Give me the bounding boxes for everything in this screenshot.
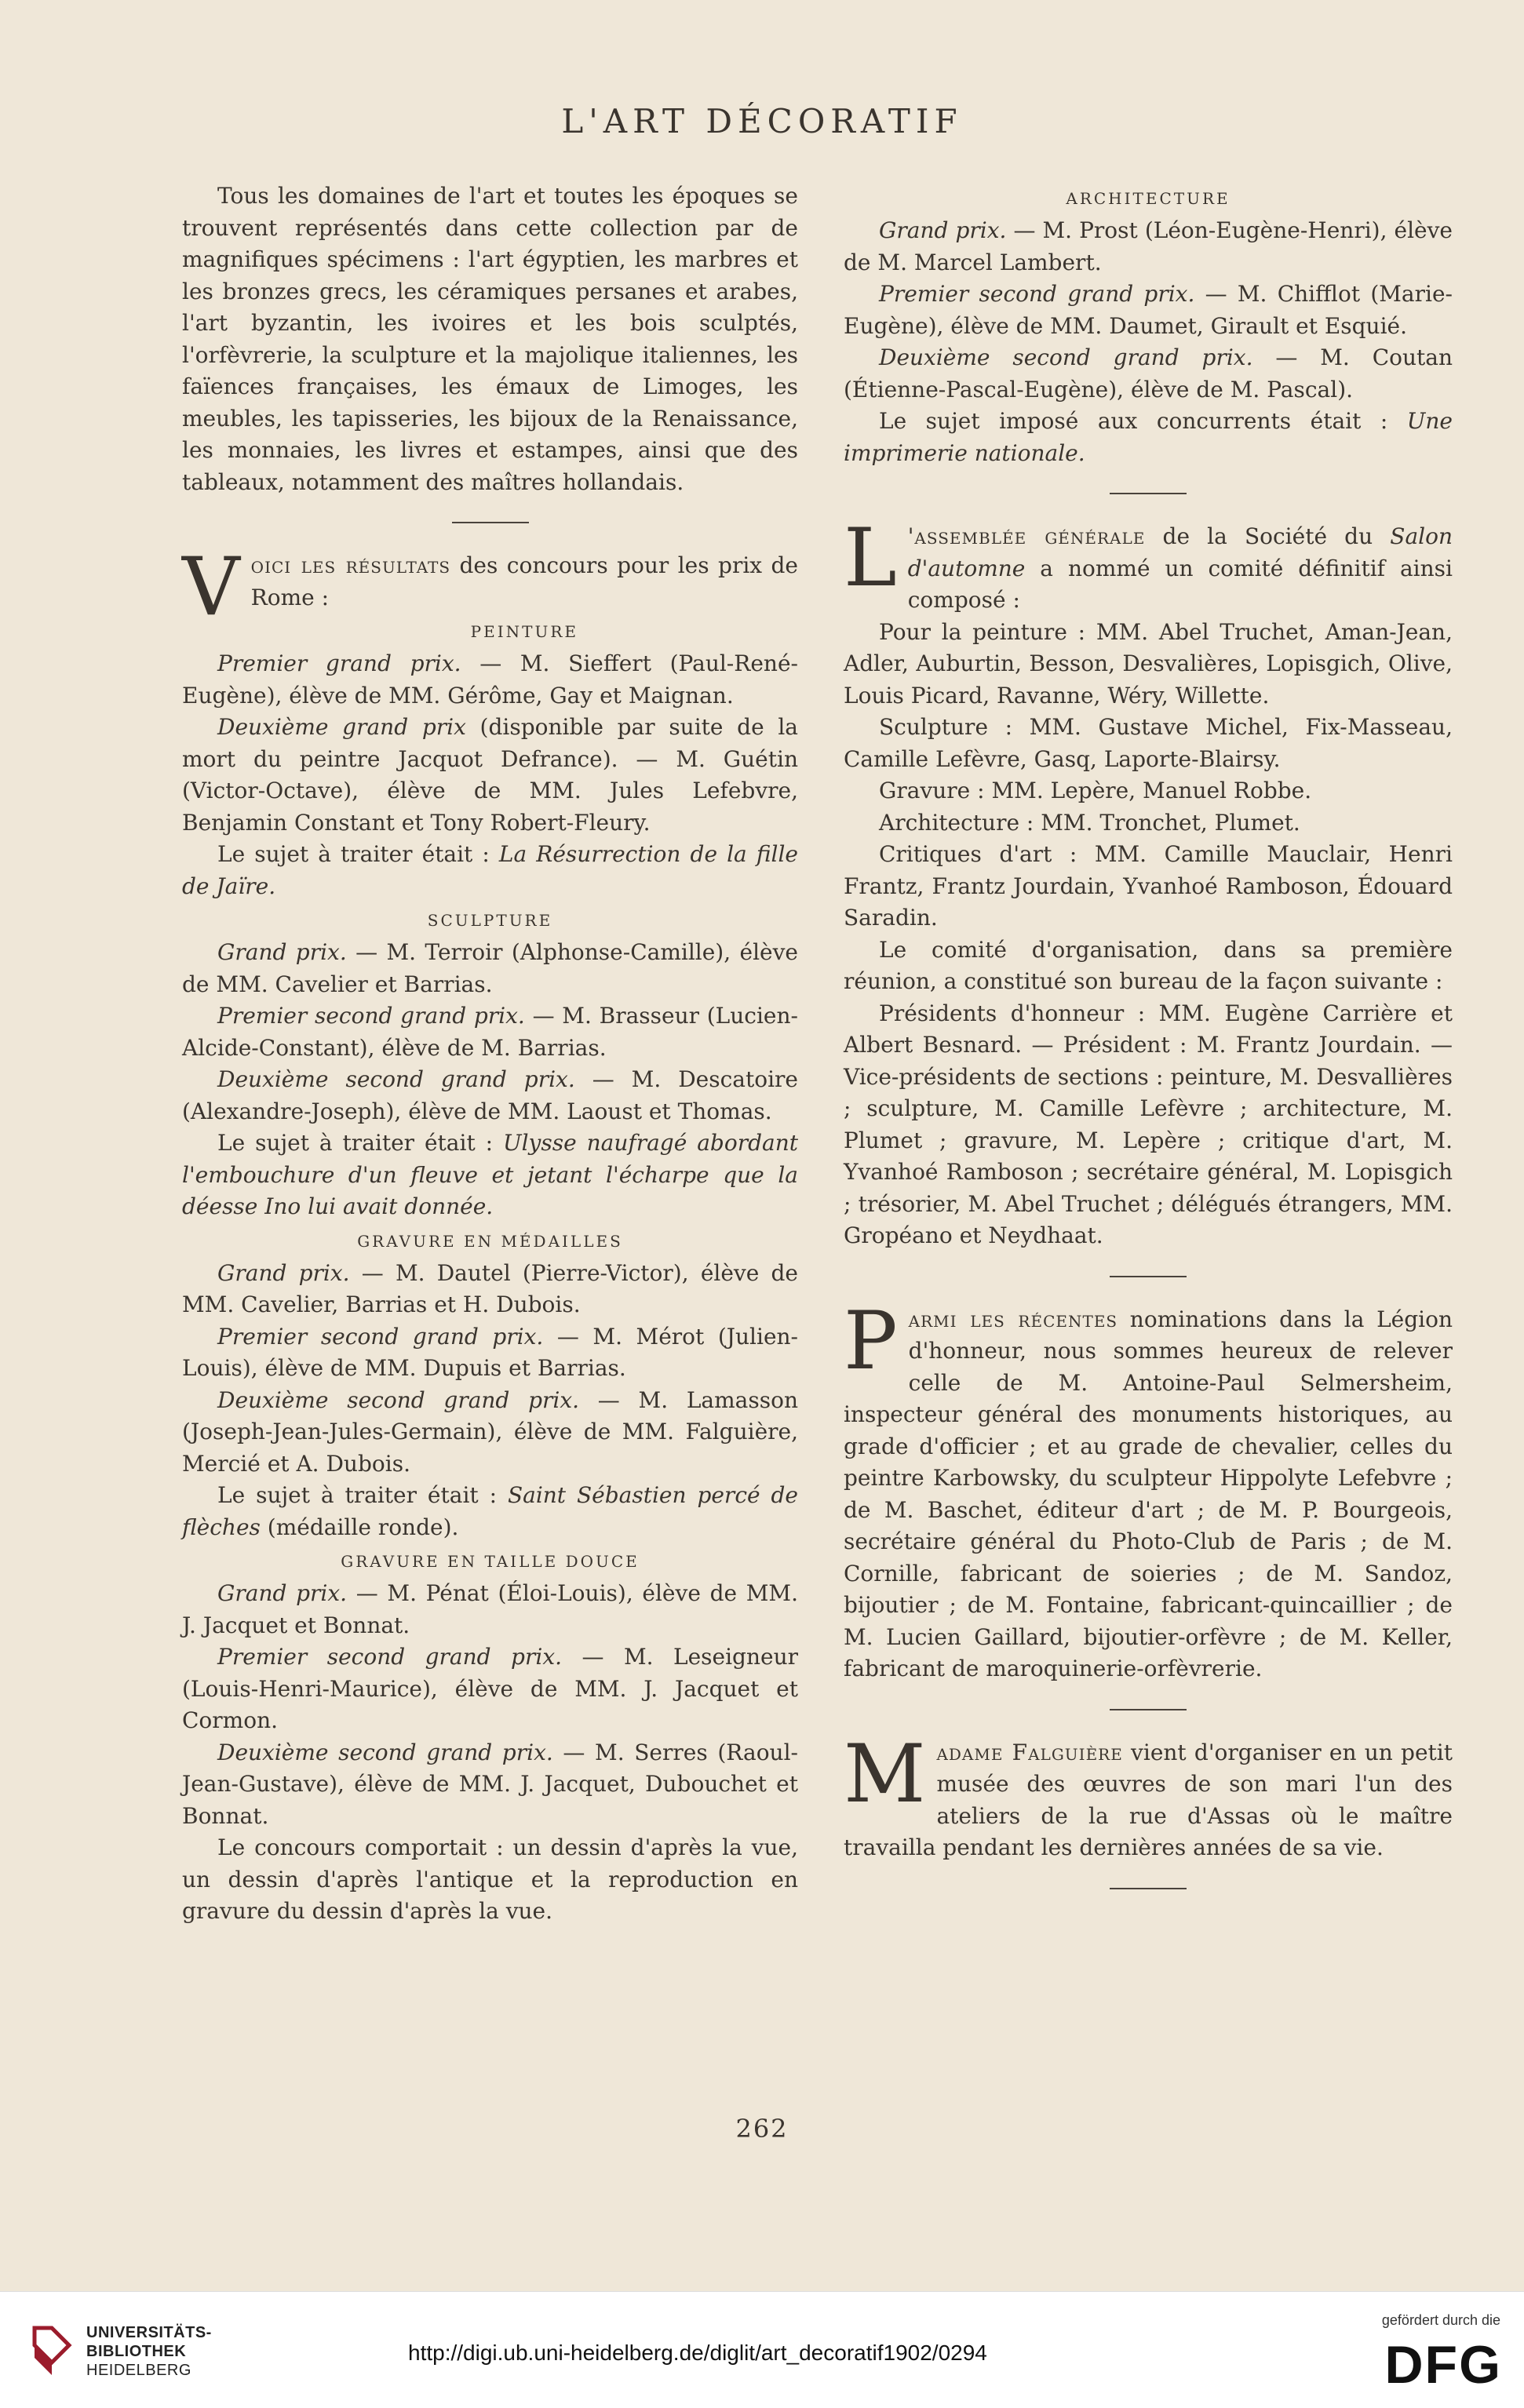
source-url-link[interactable]: http://digi.ub.uni-heidelberg.de/diglit/art_decoratif1902/0294 — [408, 2341, 987, 2365]
committee-critiques: Critiques d'art : MM. Camille Mauclair, Henri Frantz, Frantz Jourdain, Yvanhoé Ramboson, Édouard Saradin. — [844, 841, 1453, 931]
section-heading-gravure-medailles: GRAVURE EN MÉDAILLES — [357, 1231, 623, 1251]
intro-paragraph: Tous les domaines de l'art et toutes les époques se trouvent représentés dans cette collection par de magnifiques spécimens : l'art égyptien, les marbres et les bronzes grecs, les céramiques persanes et arabes, l'art byzantin, les ivoires et les bois sculptés, l'orfèvrerie, la sculpture et la majolique italiennes, les faïences françaises, les émaux de Limoges, les meubles, les tapisseries, les bijoux de la Renaissance, les monnaies, les livres et estampes, ainsi que des tableaux, notamment des maîtres hollandais. — [182, 183, 798, 495]
left-column — [182, 180, 798, 1928]
award-paragraph: Grand prix. — M. Pénat (Éloi-Louis), élève de MM. J. Jacquet et Bonnat. — [182, 1580, 798, 1638]
dfg-logo: DFG — [1384, 2335, 1502, 2395]
drop-cap: V — [182, 541, 240, 634]
subject-paragraph: Le sujet à traiter était : Saint Sébastien percé de flèches (médaille ronde). — [182, 1482, 798, 1540]
subject-paragraph: Le sujet à traiter était : La Résurrection de la fille de Jaïre. — [182, 841, 798, 899]
award-paragraph: Grand prix. — M. Prost (Léon-Eugène-Henri), élève de M. Marcel Lambert. — [844, 217, 1453, 275]
falguiere-paragraph: Madame Falguière vient d'organiser en un petit musée des œuvres de son mari l'un des ateliers de la rue d'Assas où le maître travailla pendant les dernières années de sa vie. — [844, 1727, 1453, 1860]
committee-presidents: Présidents d'honneur : MM. Eugène Carrière et Albert Besnard. — Président : M. Frantz Jourdain. — Vice-présidents de sections : peinture, M. Desvallières ; sculpture, M. Camille Lefèvre ; architecture, M. Plumet ; gravure, M. Lepère ; critique d'art, M. Yvanhoé Ramboson ; secrétaire général, M. Lopisgich ; trésorier, M. Abel Truchet ; délégués étrangers, MM. Gropéano et Neydhaat. — [844, 1000, 1453, 1248]
prix-de-rome-intro: Voici les résultats des concours pour les prix de Rome : — [182, 541, 798, 634]
section-divider — [1110, 493, 1187, 494]
page-number: 262 — [735, 2114, 789, 2144]
committee-sculpture: Sculpture : MM. Gustave Michel, Fix-Masseau, Camille Lefèvre, Gasq, Laporte-Blairsy. — [844, 714, 1453, 772]
committee-gravure: Gravure : MM. Lepère, Manuel Robbe. — [879, 778, 1312, 803]
award-paragraph: Premier second grand prix. — M. Brasseur (Lucien-Alcide-Constant), élève de M. Barrias. — [182, 1003, 798, 1061]
award-paragraph: Premier grand prix. — M. Sieffert (Paul-René-Eugène), élève de MM. Gérôme, Gay et Maignan. — [182, 650, 798, 709]
university-library-logo-icon — [28, 2323, 75, 2378]
award-paragraph: Grand prix. — M. Dautel (Pierre-Victor), élève de MM. Cavelier, Barrias et H. Dubois. — [182, 1259, 798, 1317]
section-heading-peinture: PEINTURE — [470, 622, 578, 641]
section-divider — [1110, 1276, 1187, 1277]
digitization-footer — [0, 2291, 1524, 2408]
award-paragraph: Deuxième second grand prix. — M. Lamasson (Joseph-Jean-Jules-Germain), élève de MM. Falguière, Mercié et A. Dubois. — [182, 1386, 799, 1477]
assemblee-paragraph: L 'assemblée générale de la Société du Salon d'automne a nommé un comité définitif ainsi composé : — [844, 512, 1453, 613]
award-paragraph: Deuxième second grand prix. — M. Descatoire (Alexandre-Joseph), élève de MM. Laoust et Thomas. — [182, 1066, 799, 1124]
committee-peinture: Pour la peinture : MM. Abel Truchet, Aman-Jean, Adler, Auburtin, Besson, Desvalières, Lopisgich, Olive, Louis Picard, Ravanne, Wéry, Willette. — [844, 618, 1453, 709]
drop-cap: M — [844, 1727, 926, 1821]
section-heading-architecture: ARCHITECTURE — [1066, 189, 1231, 208]
nominations-paragraph: Parmi les récentes nominations dans la Légion d'honneur, nous sommes heureux de relever celle de M. Antoine-Paul Selmersheim, inspecteur général des monuments historiques, au grade d'officier ; et au grade de chevalier, celles du peintre Karbowsky, du sculpteur Hippolyte Lefebvre ; de M. Baschet, éditeur d'art ; de M. P. Bourgeois, secrétaire général du Photo-Club de Paris ; de M. Cornille, fabricant de soieries ; de M. Sandoz, bijoutier ; de M. Fontaine, fabricant-quincaillier ; de M. Lucien Gaillard, bijoutier-orfèvre ; de M. Keller, fabricant de maroquinerie-orfèvrerie. — [844, 1294, 1453, 1681]
award-paragraph: Premier second grand prix. — M. Chifflot (Marie-Eugène), élève de MM. Daumet, Girault et Esquié. — [844, 281, 1453, 339]
funded-by-label: gefördert durch die — [1381, 2312, 1500, 2328]
subject-paragraph: Le sujet à traiter était : Ulysse naufragé abordant l'embouchure d'un fleuve et jetant l'écharpe que la déesse Ino lui avait donnée. — [182, 1130, 798, 1219]
subject-paragraph: Le sujet imposé aux concurrents était : Une imprimerie nationale. — [844, 408, 1453, 466]
closing-paragraph: Le concours comportait : un dessin d'après la vue, un dessin d'après l'antique et la reproduction en gravure du dessin d'après la vue. — [182, 1834, 798, 1924]
section-heading-sculpture: SCULPTURE — [427, 911, 553, 930]
award-paragraph: Premier second grand prix. — M. Leseigneur (Louis-Henri-Maurice), élève de MM. J. Jacquet et Cormon. — [182, 1644, 798, 1733]
running-header: L'ART DÉCORATIF — [561, 102, 963, 140]
section-divider — [452, 522, 529, 523]
award-paragraph: Grand prix. — M. Terroir (Alphonse-Camille), élève de MM. Cavelier et Barrias. — [182, 939, 798, 997]
drop-cap: P — [844, 1294, 898, 1388]
committee-architecture: Architecture : MM. Tronchet, Plumet. — [879, 809, 1300, 836]
award-paragraph: Deuxième grand prix (disponible par suite de la mort du peintre Jacquot Defrance). — M. Guétin (Victor-Octave), élève de MM. Jules Lefebvre, Benjamin Constant et Tony Robert-Fleury. — [182, 714, 798, 836]
award-paragraph: Premier second grand prix. — M. Mérot (Julien-Louis), élève de MM. Dupuis et Barrias. — [182, 1323, 799, 1381]
university-library-name: UNIVERSITÄTS- BIBLIOTHEK HEIDELBERG — [86, 2324, 212, 2379]
committee-organisation: Le comité d'organisation, dans sa première réunion, a constitué son bureau de la façon suivante : — [844, 936, 1453, 994]
right-column — [844, 180, 1453, 1916]
award-paragraph: Deuxième second grand prix. — M. Coutan (Étienne-Pascal-Eugène), élève de M. Pascal). — [844, 344, 1453, 403]
section-divider — [1110, 1888, 1187, 1889]
section-divider — [1110, 1709, 1187, 1710]
award-paragraph: Deuxième second grand prix. — M. Serres (Raoul-Jean-Gustave), élève de MM. J. Jacquet, Dubouchet et Bonnat. — [182, 1739, 799, 1829]
drop-cap: L — [844, 512, 897, 605]
section-heading-gravure-taille-douce: GRAVURE EN TAILLE DOUCE — [341, 1552, 640, 1571]
